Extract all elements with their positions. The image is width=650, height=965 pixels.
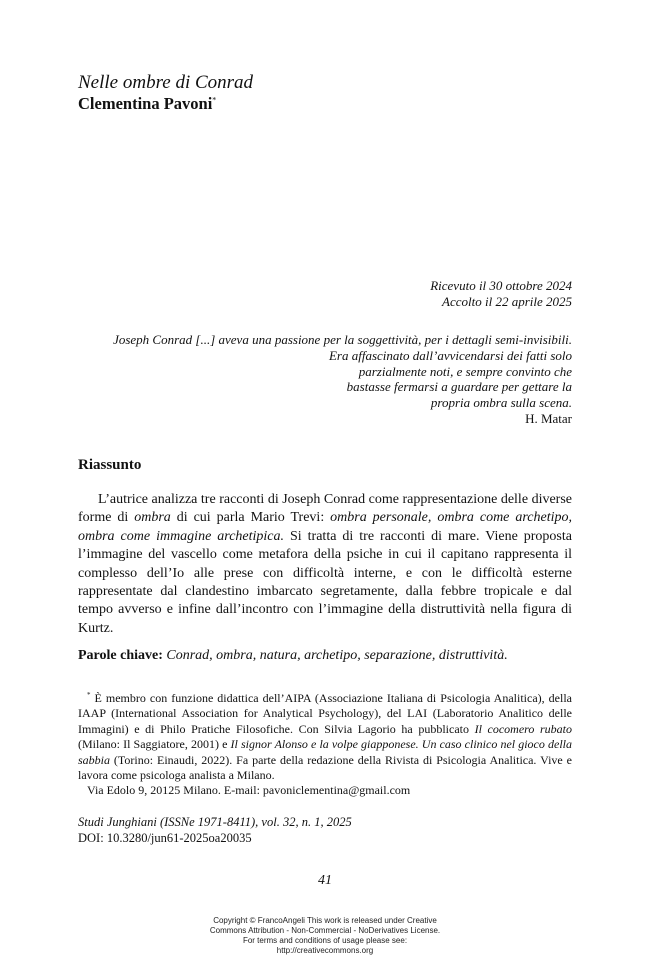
license-line: Commons Attribution - Non-Commercial - NoDerivatives License. (209, 926, 441, 935)
accepted-date: Accolto il 22 aprile 2025 (442, 294, 572, 309)
epigraph-line: Era affascinato dall’avvicendarsi dei fatti solo (328, 347, 572, 363)
license-notice (0, 916, 650, 956)
author-name (78, 94, 216, 114)
author-footnote (78, 688, 572, 799)
author-name-text: Clementina Pavoni (78, 94, 213, 113)
epigraph-line: bastasse fermarsi a guardare per gettare la (346, 379, 572, 395)
keywords-label: Parole chiave: (78, 648, 163, 663)
abstract-paragraph (78, 491, 572, 638)
doi[interactable]: DOI: 10.3280/jun61-2025oa20035 (78, 831, 252, 845)
journal-citation: Studi Junghiani (ISSNe 1971-8411), vol. 32, n. 1, 2025 (78, 815, 352, 829)
keywords-value: Conrad, ombra, natura, archetipo, separazione, distruttività. (166, 648, 508, 663)
footnote-address[interactable]: Via Edolo 9, 20125 Milano. E-mail: pavoniclementina@gmail.com (87, 783, 411, 798)
epigraph (72, 332, 572, 427)
license-line: For terms and conditions of usage please see: (242, 936, 408, 945)
book-title: Il signor Alonso e la volpe giapponese. Un caso clinico nel gioco della sabbia (78, 737, 572, 767)
footnote-bio (78, 688, 572, 783)
keywords (78, 648, 572, 664)
footnote-text: (Milano: Il Saggiatore, 2001) e (78, 737, 231, 752)
footnote-text: È membro con funzione didattica dell’AIPA (Associazione Italiana di Psicologia Analitica), della IAAP (International Association for Analytical Psychology), del LAI (Laboratorio Analitico delle Immagini) e di Philo Pratiche Filosofiche. Con Silvia Lagorio ha pubblicato (78, 691, 572, 736)
epigraph-line: parzialmente noti, e sempre convinto che (358, 363, 572, 379)
article-title: Nelle ombre di Conrad (78, 72, 254, 93)
page-number: 41 (318, 873, 332, 888)
epigraph-line: propria ombra sulla scena. (430, 395, 572, 411)
epigraph-attribution: H. Matar (525, 410, 572, 426)
author-footnote-mark[interactable]: * (212, 95, 217, 105)
abstract-body (78, 491, 572, 638)
abstract-heading: Riassunto (78, 457, 142, 473)
abstract-text: di cui parla Mario Trevi: (170, 510, 331, 526)
journal-info (78, 814, 352, 846)
epigraph-line: Joseph Conrad [...] aveva una passione per la soggettività, per i dettagli semi-invisibili. (113, 332, 572, 347)
license-line: Copyright © FrancoAngeli This work is released under Creative (213, 916, 437, 925)
abstract-text: L’autrice analizza tre racconti di Joseph Conrad come rappresentazione delle diverse forme di (78, 492, 572, 526)
footnote-text: (Torino: Einaudi, 2022). Fa parte della redazione della Rivista di Psicologia Analitica. Vive e lavora come psicologa analista a Milano. (78, 752, 572, 783)
license-link[interactable]: http://creativecommons.org (276, 946, 374, 955)
received-date: Ricevuto il 30 ottobre 2024 (430, 278, 572, 293)
footnote-mark: * (87, 691, 91, 699)
submission-dates (430, 278, 572, 310)
abstract-emphasis: ombra (134, 510, 171, 526)
book-title: Il cocomero rubato (474, 721, 572, 736)
abstract-emphasis: ombra personale, ombra come archetipo, ombra come immagine archetipica. (78, 510, 572, 544)
abstract-text: Si tratta di tre racconti di mare. Viene proposta l’immagine del vascello come metafora della psiche in cui il capitano rappresenta il complesso dell’Io alle prese con difficoltà interne, e con le difficoltà esterne rappresentate dal clandestino imbarcato segretamente, dalla febbre tropicale e dal tempo avverso e infine dall’incontro con l’immagine della distruttività nella figura di Kurtz. (78, 528, 572, 636)
